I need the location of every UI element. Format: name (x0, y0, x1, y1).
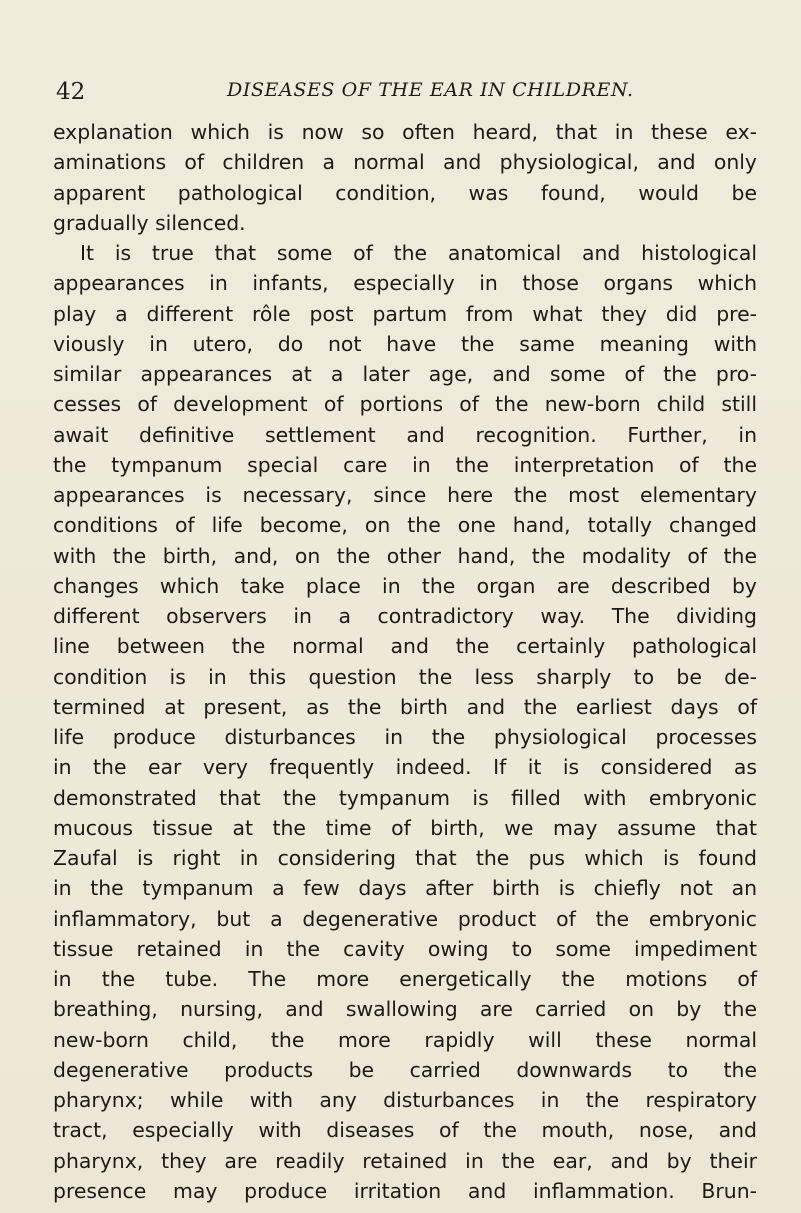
text-line: similar appearances at a later age, and some of the pro- (53, 362, 757, 386)
text-line: presence may produce irritation and inflammation. Brun- (53, 1178, 757, 1203)
text-line: different observers in a contradictory way. The dividing (53, 604, 757, 628)
text-line: in the ear very frequently indeed. If it is considered as (53, 755, 757, 780)
text-line: appearances is necessary, since here the most elementary (53, 483, 757, 507)
text-line: demonstrated that the tympanum is filled with embryonic (53, 785, 757, 810)
text-line: condition is in this question the less sharply to be de- (53, 664, 757, 689)
text-line: explanation which is now so often heard, that in these ex- (53, 120, 757, 144)
page-header (50, 74, 750, 108)
page-number: 42 (56, 79, 86, 105)
text-line: conditions of life become, on the one hand, totally changed (53, 513, 757, 538)
text-line: in the tube. The more energetically the motions of (53, 967, 757, 991)
text-line: Zaufal is right in considering that the pus which is found (53, 846, 757, 870)
text-line: pharynx; while with any disturbances in the respiratory (53, 1088, 757, 1112)
text-line: degenerative products be carried downwards to the (53, 1057, 757, 1082)
text-line: line between the normal and the certainly pathological (53, 634, 757, 659)
body-text (53, 117, 757, 1206)
text-line: changes which take place in the organ are described by (53, 573, 757, 598)
text-line: tract, especially with diseases of the mouth, nose, and (53, 1118, 757, 1143)
text-line: viously in utero, do not have the same meaning with (53, 331, 757, 356)
text-line: gradually silenced. (53, 210, 246, 235)
text-line: pharynx, they are readily retained in the ear, and by their (53, 1148, 757, 1173)
text-line: play a different rôle post partum from what they did pre- (53, 301, 757, 326)
text-line: cesses of development of portions of the new-born child still (53, 392, 757, 417)
text-line: await definitive settlement and recognition. Further, in (53, 422, 757, 447)
text-line: life produce disturbances in the physiological processes (53, 725, 757, 749)
text-line: inflammatory, but a degenerative product of the embryonic (53, 906, 757, 931)
text-line: tissue retained in the cavity owing to some impediment (53, 936, 757, 961)
text-line: in the tympanum a few days after birth is chiefly not an (53, 876, 757, 901)
text-line: mucous tissue at the time of birth, we may assume that (53, 815, 757, 840)
text-line: new-born child, the more rapidly will these normal (53, 1027, 757, 1052)
text-line: appearances in infants, especially in those organs which (53, 271, 757, 296)
text-line: with the birth, and, on the other hand, the modality of the (53, 543, 757, 568)
text-line: apparent pathological condition, was found, would be (53, 180, 757, 205)
text-line: the tympanum special care in the interpretation of the (53, 452, 757, 477)
text-line: termined at present, as the birth and the earliest days of (53, 694, 757, 719)
text-line: aminations of children a normal and physiological, and only (53, 150, 757, 175)
running-head: DISEASES OF THE EAR IN CHILDREN. (227, 79, 634, 101)
paragraph-start-line: It is true that some of the anatomical and histological (80, 241, 757, 265)
text-line: breathing, nursing, and swallowing are carried on by the (53, 997, 757, 1022)
